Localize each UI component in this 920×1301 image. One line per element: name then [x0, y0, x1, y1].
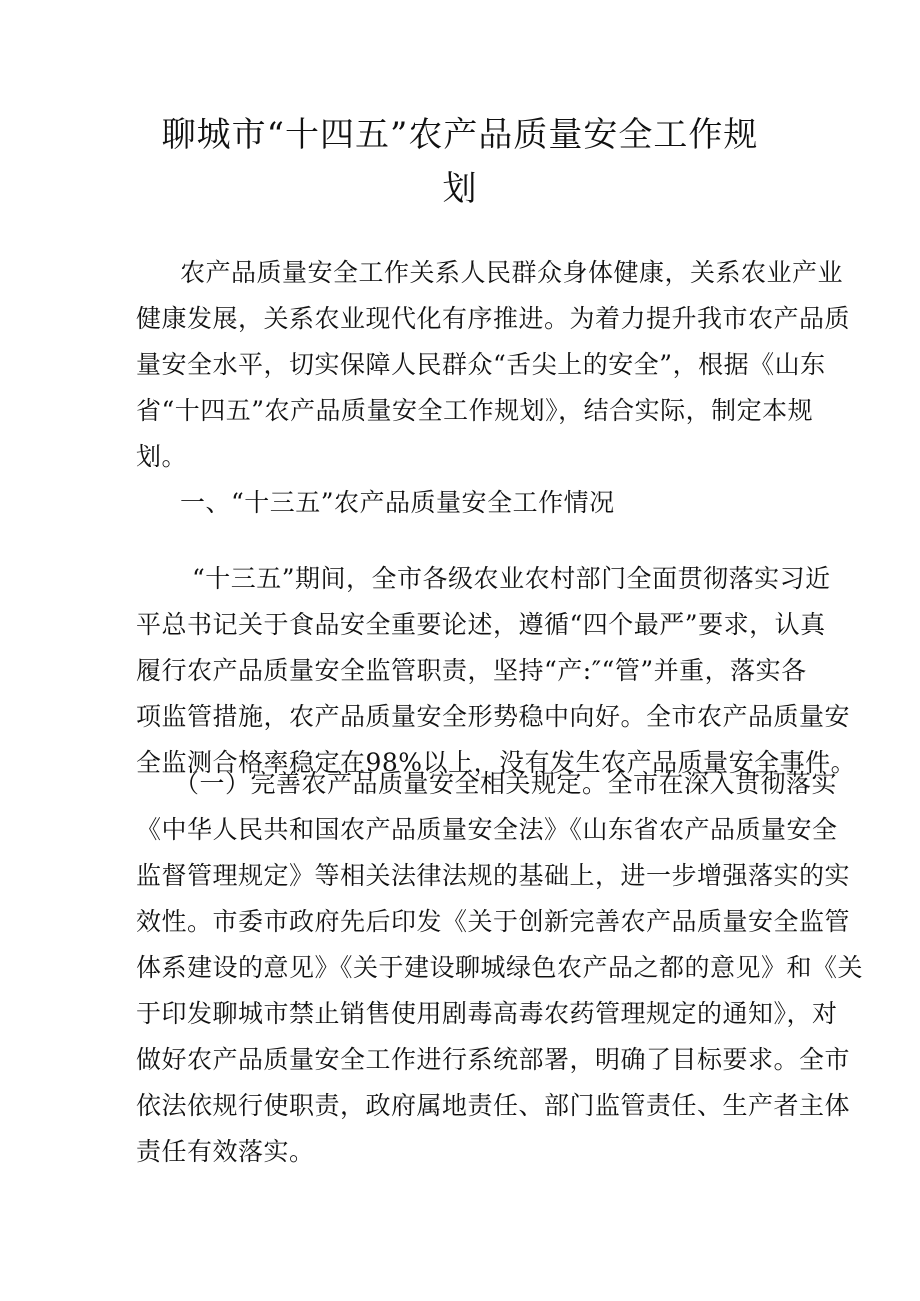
- section-paragraph-line: 平总书记关于食品安全重要论述，遵循“四个最严”要求，认真: [136, 610, 826, 639]
- subsection-paragraph-line: 于印发聊城市禁止销售使用剧毒高毒农药管理规定的通知》，对: [136, 999, 838, 1028]
- subsection-paragraph-line: 体系建设的意见》《关于建设聊城绿色农产品之都的意见》和《关: [136, 953, 864, 982]
- intro-paragraph-line: 健康发展，关系农业现代化有序推进。为着力提升我市农产品质: [136, 304, 851, 333]
- section-heading: 一、“十三五”农产品质量安全工作情况: [180, 488, 615, 517]
- intro-paragraph-line: 量安全水平，切实保障人民群众“舌尖上的安全”，根据《山东: [136, 350, 826, 379]
- subsection-paragraph-line: 《中华人民共和国农产品质量安全法》《山东省农产品质量安全: [136, 815, 838, 844]
- section-paragraph-line: 全监测合格率稳定在98%以上，没有发生农产品质量安全事件。: [136, 748, 857, 777]
- subsection-paragraph-line: 责任有效落实。: [136, 1137, 315, 1166]
- title-line-1: 聊城市“十四五”农产品质量安全工作规: [161, 115, 759, 155]
- section-paragraph-line: 项监管措施，农产品质量安全形势稳中向好。全市农产品质量安: [136, 702, 851, 731]
- subsection-paragraph-line: 做好农产品质量安全工作进行系统部署，明确了目标要求。全市: [136, 1045, 851, 1074]
- intro-paragraph-line: 省“十四五”农产品质量安全工作规划》，结合实际，制定本规: [136, 396, 814, 425]
- subsection-paragraph-line: 效性。市委市政府先后印发《关于创新完善农产品质量安全监管: [136, 907, 851, 936]
- section-paragraph-line: “十三五”期间，全市各级农业农村部门全面贯彻落实习近: [192, 564, 831, 593]
- intro-paragraph-line: 划。: [136, 442, 188, 471]
- subsection-paragraph-line: 依法依规行使职责，政府属地责任、部门监管责任、生产者主体: [136, 1091, 851, 1120]
- subsection-paragraph-line: （一）完善农产品质量安全相关规定。全市在深入贯彻落实: [174, 769, 838, 798]
- title-line-2: 划: [442, 169, 478, 209]
- subsection-paragraph-line: 监督管理规定》等相关法律法规的基础上，进一步增强落实的实: [136, 861, 851, 890]
- intro-paragraph-line: 农产品质量安全工作关系人民群众身体健康，关系农业产业: [180, 258, 844, 287]
- section-paragraph-line: 履行农产品质量安全监管职责，坚持“产:″“管”并重，落实各: [136, 656, 807, 685]
- page-title: [150, 108, 770, 216]
